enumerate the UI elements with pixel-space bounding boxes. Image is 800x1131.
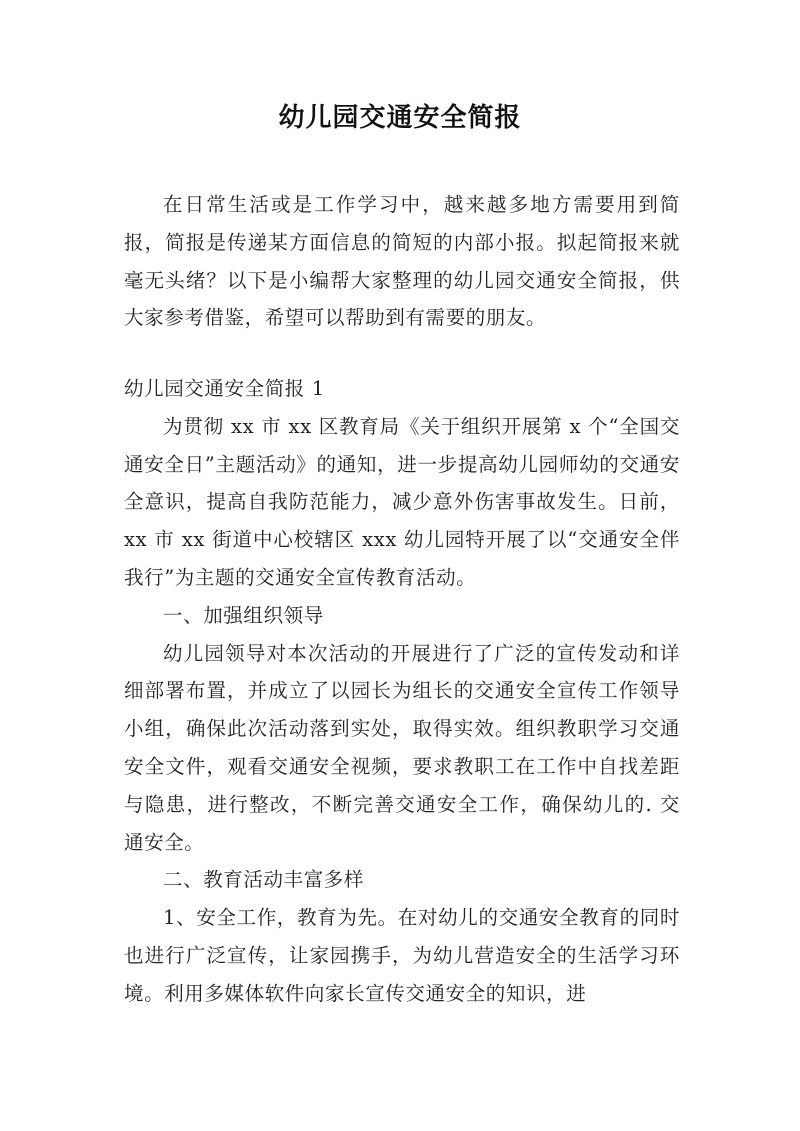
heading-organization: 一、加强组织领导 — [163, 603, 324, 627]
report-section — [124, 370, 680, 1013]
intro-section — [124, 186, 680, 337]
paragraph-education: 1、安全工作，教育为先。在对幼儿的交通安全教育的同时也进行广泛宣传，让家园携手，为幼儿营造安全的生活学习环境。利用多媒体软件向家长宣传交通安全的知识，进 — [124, 906, 680, 1005]
paragraph-organization: 幼儿园领导对本次活动的开展进行了广泛的宣传发动和详细部署布置，并成立了以园长为组长的交通安全宣传工作领导小组，确保此次活动落到实处，取得实效。组织教职学习交通安全文件，观看交通安全视频，要求教职工在工作中自找差距与隐患，进行整改，不断完善交通安全工作，确保幼儿的. 交通安全。 — [124, 641, 680, 854]
heading-education: 二、教育活动丰富多样 — [163, 868, 365, 892]
document-title: 幼儿园交通安全简报 — [278, 103, 522, 133]
section-title: 幼儿园交通安全简报 1 — [124, 377, 325, 400]
intro-paragraph: 在日常生活或是工作学习中，越来越多地方需要用到简报，简报是传递某方面信息的简短的内部小报。拟起简报来就毫无头绪？以下是小编帮大家整理的幼儿园交通安全简报，供大家参考借鉴，希望可以帮助到有需要的朋友。 — [124, 193, 680, 330]
paragraph-background: 为贯彻 xx 市 xx 区教育局《关于组织开展第 x 个“全国交通安全日”主题活动》的通知，进一步提高幼儿园师幼的交通安全意识，提高自我防范能力，减少意外伤害事故发生。日前，xx 市 xx 街道中心校辖区 xxx 幼儿园特开展了以“交通安全伴我行”为主题的交通安全宣传教育活动。 — [124, 414, 680, 589]
